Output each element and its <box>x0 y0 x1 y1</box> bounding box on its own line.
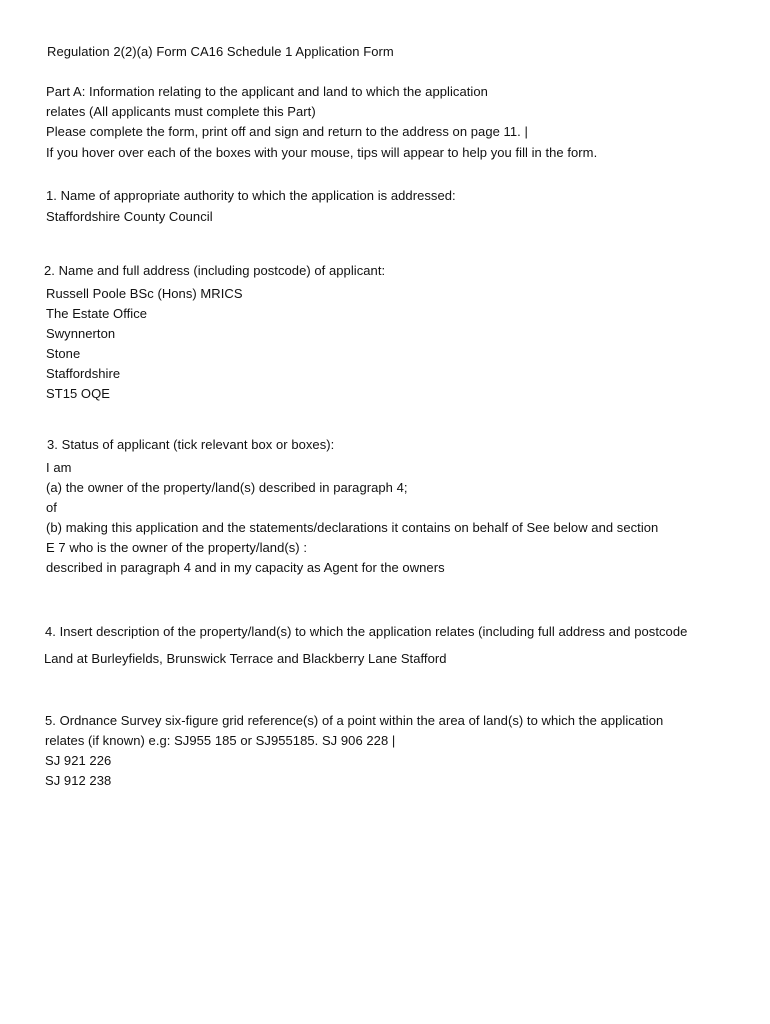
status-line: (b) making this application and the statements/declarations it contains on behalf of See below and section <box>46 520 659 535</box>
section-1-value: Staffordshire County Council <box>46 209 213 224</box>
address-line: The Estate Office <box>46 306 148 321</box>
part-a-line-3: Please complete the form, print off and sign and return to the address on page 11. | <box>46 124 528 139</box>
section-4-heading: 4. Insert description of the property/land(s) to which the application relates (including full address and postcode <box>45 624 688 639</box>
section-5-heading-line-2: relates (if known) e.g: SJ955 185 or SJ955185. SJ 906 228 | <box>45 733 396 748</box>
status-line: described in paragraph 4 and in my capacity as Agent for the owners <box>46 560 445 575</box>
grid-reference: SJ 921 226 <box>45 753 112 768</box>
part-a-line-1: Part A: Information relating to the applicant and land to which the application <box>46 84 488 99</box>
section-1-heading: 1. Name of appropriate authority to which the application is addressed: <box>46 188 456 203</box>
part-a-line-2: relates (All applicants must complete this Part) <box>46 104 316 119</box>
status-line: I am <box>46 460 72 475</box>
part-a-line-4: If you hover over each of the boxes with your mouse, tips will appear to help you fill in the form. <box>46 145 598 160</box>
status-line: of <box>46 500 57 515</box>
address-line: ST15 OQE <box>46 386 110 401</box>
address-line: Swynnerton <box>46 326 116 341</box>
grid-reference: SJ 912 238 <box>45 773 112 788</box>
section-4-value: Land at Burleyfields, Brunswick Terrace and Blackberry Lane Stafford <box>44 651 447 666</box>
status-line: (a) the owner of the property/land(s) described in paragraph 4; <box>46 480 408 495</box>
section-5-heading-line-1: 5. Ordnance Survey six-figure grid reference(s) of a point within the area of land(s) to which the application <box>45 713 664 728</box>
address-line: Staffordshire <box>46 366 121 381</box>
section-2-heading: 2. Name and full address (including postcode) of applicant: <box>44 263 386 278</box>
address-line: Stone <box>46 346 81 361</box>
form-title: Regulation 2(2)(a) Form CA16 Schedule 1 Application Form <box>47 44 394 59</box>
status-line: E 7 who is the owner of the property/land(s) : <box>46 540 307 555</box>
section-3-heading: 3. Status of applicant (tick relevant box or boxes): <box>47 437 335 452</box>
address-line: Russell Poole BSc (Hons) MRICS <box>46 286 243 301</box>
